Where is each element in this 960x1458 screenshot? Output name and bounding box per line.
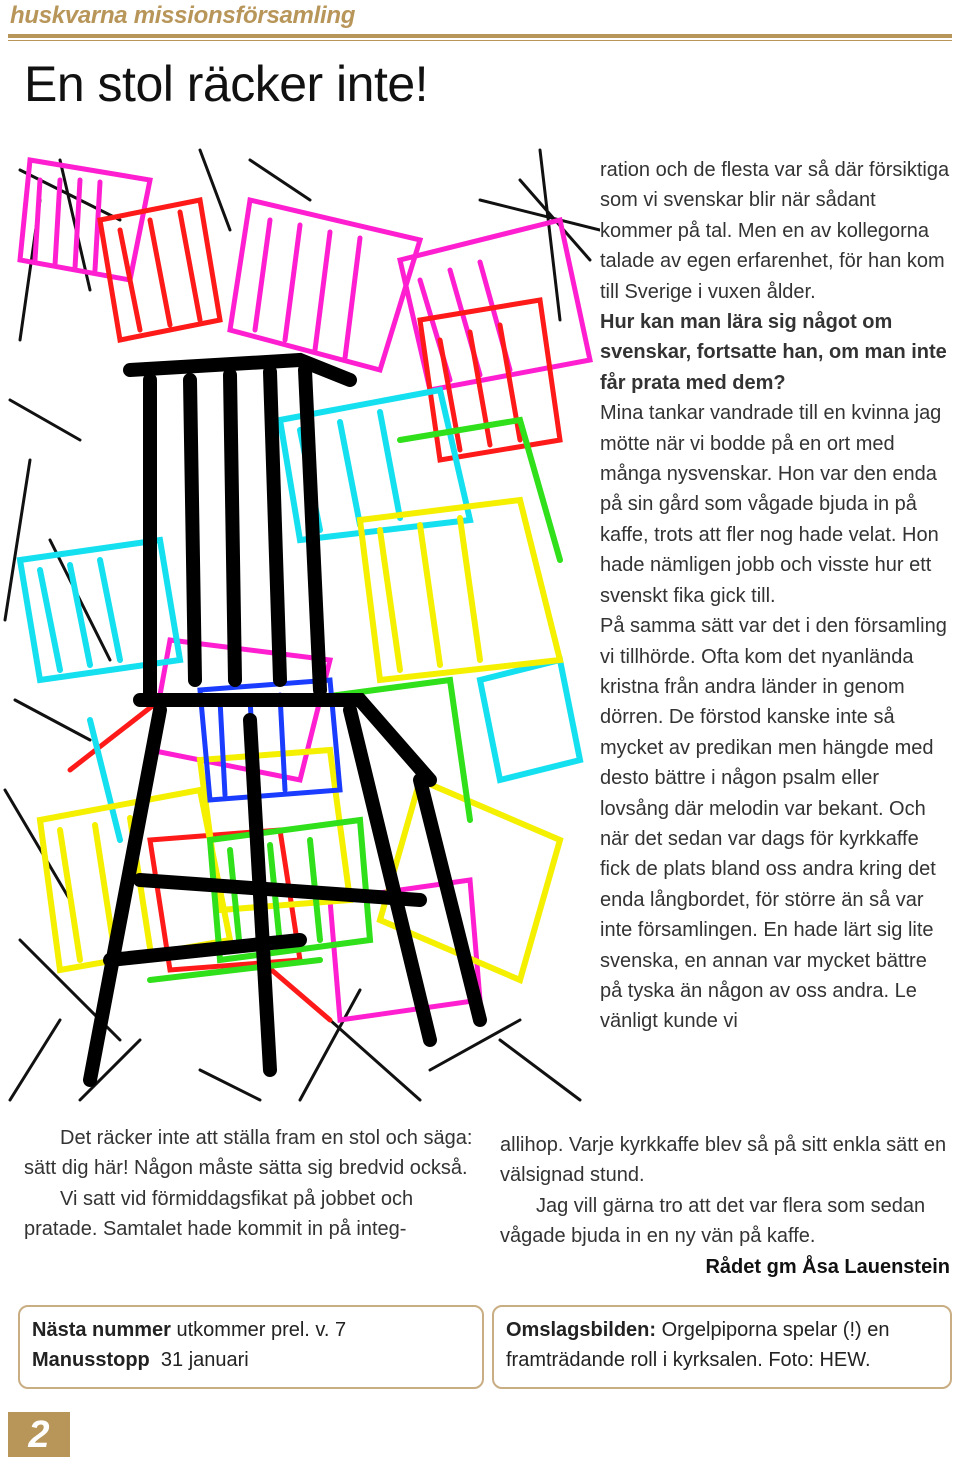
next-issue-label: Nästa nummer xyxy=(32,1319,171,1341)
paragraph: Vi satt vid förmiddagsfikat på jobbet och pratade. Samtalet hade kommit in på integ- xyxy=(24,1187,414,1241)
next-issue-box xyxy=(18,1305,484,1389)
deadline-text: 31 januari xyxy=(149,1349,249,1371)
paragraph: ration och de flesta var så där försiktiga som vi svenskar blir när sådant kommer på tal. Men en av kollegorna talade av egen erfarenhet, för han kom till Sverige i vuxen ålder. xyxy=(600,159,950,303)
publication-brand: huskvarna missionsförsamling xyxy=(10,2,356,29)
cover-info-box xyxy=(492,1305,952,1389)
article-title: En stol räcker inte! xyxy=(24,56,429,112)
paragraph: På samma sätt var det i den församling vi tillhörde. Ofta kom det nyanlända kristna från andra länder in genom dörren. De förstod kanske inte så mycket av predikan men hängde med desto bättre i någon psalm eller lovsång där melodin var bekant. Och när det sedan var dags för kyrkkaffe fick de plats bland oss andra kring det enda långbordet, för större än så var inte församlingen. En hade lärt sig lite svenska, en annan var mycket bättre på tyska än någon av oss andra. Le vänligt kunde vi xyxy=(600,615,947,1033)
quote-paragraph: Hur kan man lära sig något om svenskar, fortsatte han, om man inte får prata med dem? xyxy=(600,311,947,394)
cover-text: Orgelpiporna spelar (!) en framträdande roll i kyrksalen. Foto: HEW. xyxy=(506,1319,890,1371)
page-number: 2 xyxy=(8,1412,70,1457)
article-signature: Rådet gm Åsa Lauenstein xyxy=(705,1255,950,1278)
header-rule xyxy=(8,34,952,38)
lead-paragraph: Det räcker inte att ställa fram en stol och säga: sätt dig här! Någon måste sätta sig bredvid också. xyxy=(24,1127,473,1180)
paragraph: allihop. Varje kyrkkaffe blev så på sitt enkla sätt en välsignad stund. xyxy=(500,1134,947,1187)
chairs-collage-icon xyxy=(0,140,600,1105)
article-tail xyxy=(500,1130,950,1282)
deadline-label: Manusstopp xyxy=(32,1349,150,1371)
paragraph: Mina tankar vandrade till en kvinna jag mötte när vi bodde på en ort med många nysvenskar. Hon var den enda på sin gård som vågade bjuda in på kaffe, trots att fler nog hade velat. Hon hade nämligen jobb och visste hur ett svenskt fika gick till. xyxy=(600,402,942,607)
article-right-column xyxy=(600,155,950,1037)
header-rule-thin xyxy=(8,40,952,41)
cover-label: Omslagsbilden: xyxy=(506,1319,657,1341)
paragraph: Jag vill gärna tro att det var flera som sedan vågade bjuda in en ny vän på kaffe. xyxy=(500,1194,926,1248)
chairs-collage-image xyxy=(0,140,600,1105)
next-issue-text: utkommer prel. v. 7 xyxy=(170,1319,347,1341)
article-left-column xyxy=(24,1123,474,1245)
